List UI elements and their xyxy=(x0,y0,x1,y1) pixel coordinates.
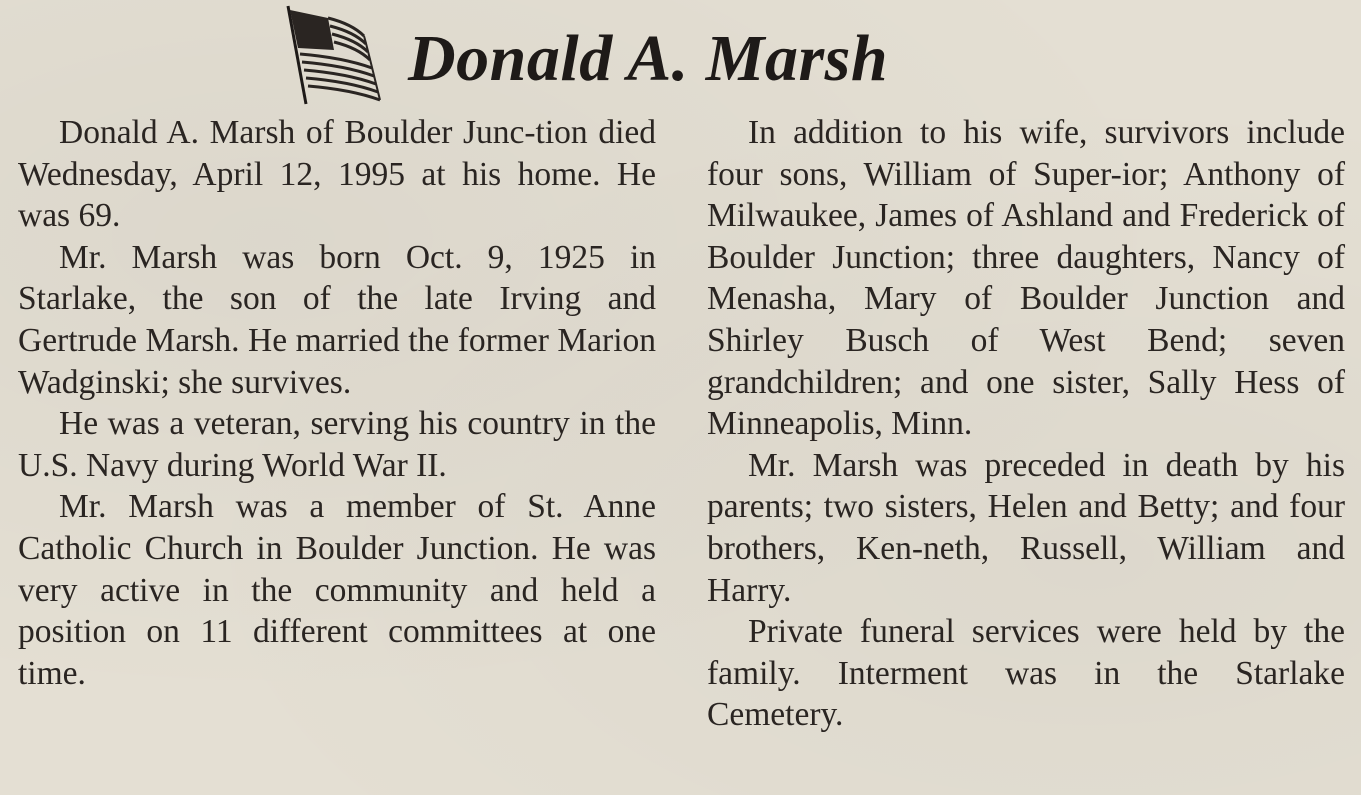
column-gutter xyxy=(681,118,682,768)
paragraph: Mr. Marsh was preceded in death by his parents; two sisters, Helen and Betty; and four brothers, Ken-neth, Russell, William and Harry. xyxy=(707,446,1345,609)
american-flag-icon xyxy=(284,4,384,108)
paragraph: Mr. Marsh was born Oct. 9, 1925 in Starlake, the son of the late Irving and Gertrude Marsh. He married the former Marion Wadginski; she survives. xyxy=(18,238,656,401)
paragraph: Private funeral services were held by the family. Interment was in the Starlake Cemetery. xyxy=(707,613,1345,734)
obituary-headline xyxy=(0,4,1361,104)
paragraph: Mr. Marsh was a member of St. Anne Catholic Church in Boulder Junction. He was very active in the community and held a position on 11 different committees at one time. xyxy=(18,488,656,692)
paragraph: In addition to his wife, survivors include four sons, William of Super-ior; Anthony of Milwaukee, James of Ashland and Frederick of Boulder Junction; three daughters, Nancy of Menasha, Mary of Boulder Junction and Shirley Busch of West Bend; seven grandchildren; and one sister, Sally Hess of Minneapolis, Minn. xyxy=(707,114,1345,443)
paragraph: He was a veteran, serving his country in the U.S. Navy during World War II. xyxy=(18,405,656,484)
paragraph: Donald A. Marsh of Boulder Junc-tion died Wednesday, April 12, 1995 at his home. He was 69. xyxy=(18,114,656,235)
left-column xyxy=(18,112,656,694)
obituary-title: Donald A. Marsh xyxy=(408,22,889,95)
right-column xyxy=(707,112,1345,736)
